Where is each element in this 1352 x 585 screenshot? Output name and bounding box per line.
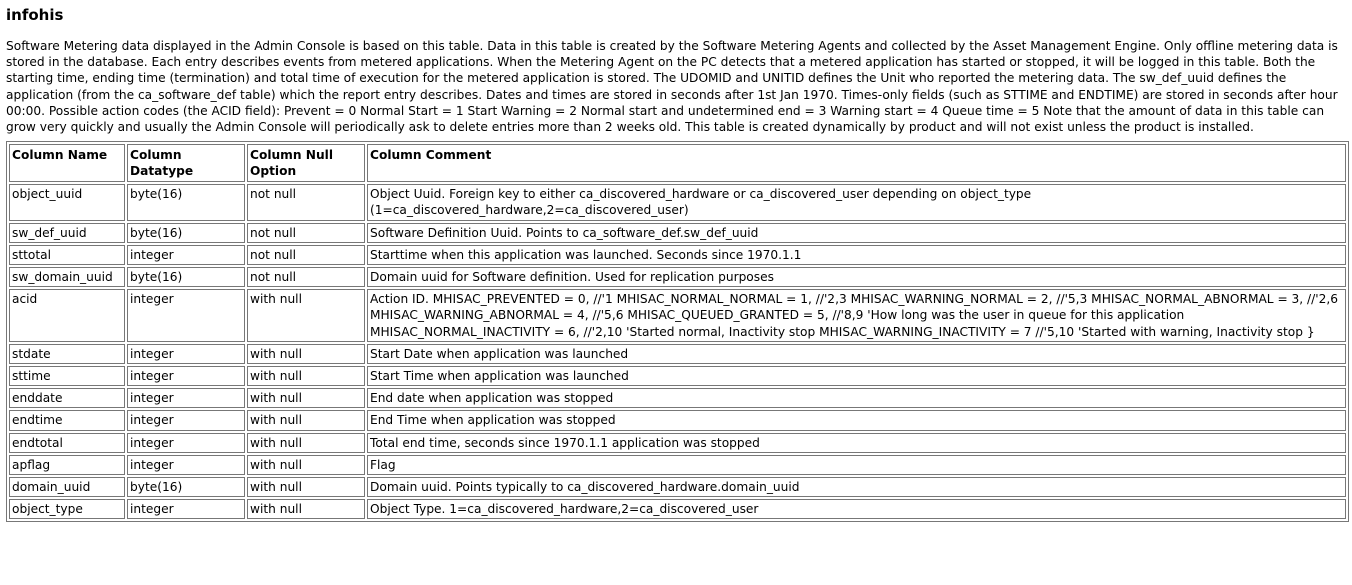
- cell-datatype: byte(16): [127, 223, 245, 243]
- cell-column-name: object_uuid: [9, 184, 125, 220]
- table-row: [9, 344, 1346, 364]
- cell-column-name: endtime: [9, 410, 125, 430]
- cell-null-option: with null: [247, 410, 365, 430]
- header-column-null-option: Column Null Option: [247, 144, 365, 182]
- table-body: [9, 184, 1346, 519]
- cell-comment: Software Definition Uuid. Points to ca_software_def.sw_def_uuid: [367, 223, 1346, 243]
- columns-table: [6, 141, 1349, 522]
- header-row: [9, 144, 1346, 182]
- cell-datatype: integer: [127, 289, 245, 342]
- cell-column-name: domain_uuid: [9, 477, 125, 497]
- header-column-datatype: Column Datatype: [127, 144, 245, 182]
- cell-comment: Starttime when this application was launched. Seconds since 1970.1.1: [367, 245, 1346, 265]
- cell-comment: Total end time, seconds since 1970.1.1 application was stopped: [367, 433, 1346, 453]
- cell-null-option: not null: [247, 245, 365, 265]
- cell-column-name: apflag: [9, 455, 125, 475]
- cell-null-option: with null: [247, 388, 365, 408]
- header-column-comment: Column Comment: [367, 144, 1346, 182]
- cell-column-name: enddate: [9, 388, 125, 408]
- cell-datatype: integer: [127, 344, 245, 364]
- cell-comment: Start Time when application was launched: [367, 366, 1346, 386]
- cell-comment: End date when application was stopped: [367, 388, 1346, 408]
- table-row: [9, 184, 1346, 220]
- table-row: [9, 410, 1346, 430]
- cell-datatype: integer: [127, 388, 245, 408]
- cell-datatype: byte(16): [127, 184, 245, 220]
- cell-null-option: with null: [247, 289, 365, 342]
- cell-null-option: not null: [247, 267, 365, 287]
- cell-column-name: endtotal: [9, 433, 125, 453]
- header-column-name: Column Name: [9, 144, 125, 182]
- table-row: [9, 477, 1346, 497]
- cell-datatype: integer: [127, 410, 245, 430]
- cell-datatype: byte(16): [127, 267, 245, 287]
- table-row: [9, 223, 1346, 243]
- table-row: [9, 245, 1346, 265]
- cell-null-option: with null: [247, 344, 365, 364]
- cell-null-option: with null: [247, 499, 365, 519]
- cell-comment: Object Type. 1=ca_discovered_hardware,2=ca_discovered_user: [367, 499, 1346, 519]
- cell-datatype: integer: [127, 433, 245, 453]
- cell-comment: End Time when application was stopped: [367, 410, 1346, 430]
- cell-comment: Domain uuid for Software definition. Used for replication purposes: [367, 267, 1346, 287]
- cell-comment: Domain uuid. Points typically to ca_discovered_hardware.domain_uuid: [367, 477, 1346, 497]
- cell-comment: Object Uuid. Foreign key to either ca_discovered_hardware or ca_discovered_user depending on object_type (1=ca_discovered_hardware,2=ca_discovered_user): [367, 184, 1346, 220]
- cell-column-name: acid: [9, 289, 125, 342]
- table-row: [9, 455, 1346, 475]
- cell-datatype: integer: [127, 455, 245, 475]
- cell-column-name: sw_def_uuid: [9, 223, 125, 243]
- table-row: [9, 267, 1346, 287]
- cell-column-name: sttime: [9, 366, 125, 386]
- cell-datatype: integer: [127, 245, 245, 265]
- cell-column-name: sttotal: [9, 245, 125, 265]
- cell-null-option: with null: [247, 455, 365, 475]
- table-row: [9, 499, 1346, 519]
- cell-column-name: sw_domain_uuid: [9, 267, 125, 287]
- cell-column-name: object_type: [9, 499, 125, 519]
- cell-null-option: with null: [247, 477, 365, 497]
- cell-null-option: with null: [247, 433, 365, 453]
- table-row: [9, 366, 1346, 386]
- cell-datatype: integer: [127, 366, 245, 386]
- table-row: [9, 289, 1346, 342]
- table-row: [9, 388, 1346, 408]
- cell-column-name: stdate: [9, 344, 125, 364]
- cell-null-option: with null: [247, 366, 365, 386]
- cell-comment: Action ID. MHISAC_PREVENTED = 0, //'1 MHISAC_NORMAL_NORMAL = 1, //'2,3 MHISAC_WARNING_NORMAL = 2, //'5,3 MHISAC_NORMAL_ABNORMAL = 3, //'2,6 MHISAC_WARNING_ABNORMAL = 4, //'5,6 MHISAC_QUEUED_GRANTED = 5, //'8,9 'How long was the user in queue for this application MHISAC_NORMAL_INACTIVITY = 6, //'2,10 'Started normal, Inactivity stop MHISAC_WARNING_INACTIVITY = 7 //'5,10 'Started with warning, Inactivity stop }: [367, 289, 1346, 342]
- cell-datatype: integer: [127, 499, 245, 519]
- cell-null-option: not null: [247, 223, 365, 243]
- table-row: [9, 433, 1346, 453]
- cell-comment: Flag: [367, 455, 1346, 475]
- cell-null-option: not null: [247, 184, 365, 220]
- table-description: Software Metering data displayed in the Admin Console is based on this table. Data in this table is created by the Software Metering Agents and collected by the Asset Management Engine. Only offline metering data is stored in the database. Each entry describes events from metered applications. When the Metering Agent on the PC detects that a metered application has started or stopped, it will be logged in this table. Both the starting time, ending time (termination) and total time of execution for the metered application is stored. The UDOMID and UNITID defines the Unit who reported the metering data. The sw_def_uuid defines the application (from the ca_software_def table) which the report entry describes. Dates and times are stored in seconds after 1st Jan 1970. Times-only fields (such as STTIME and ENDTIME) are stored in seconds after hour 00:00. Possible action codes (the ACID field): Prevent = 0 Normal Start = 1 Start Warning = 2 Normal start and undetermined end = 3 Warning start = 4 Queue time = 5 Note that the amount of data in this table can grow very quickly and usually the Admin Console will periodically ask to delete entries more than 2 weeks old. This table is created dynamically by product and will not exist unless the product is installed.: [6, 39, 1338, 135]
- cell-comment: Start Date when application was launched: [367, 344, 1346, 364]
- page-title: infohis: [6, 6, 64, 24]
- cell-datatype: byte(16): [127, 477, 245, 497]
